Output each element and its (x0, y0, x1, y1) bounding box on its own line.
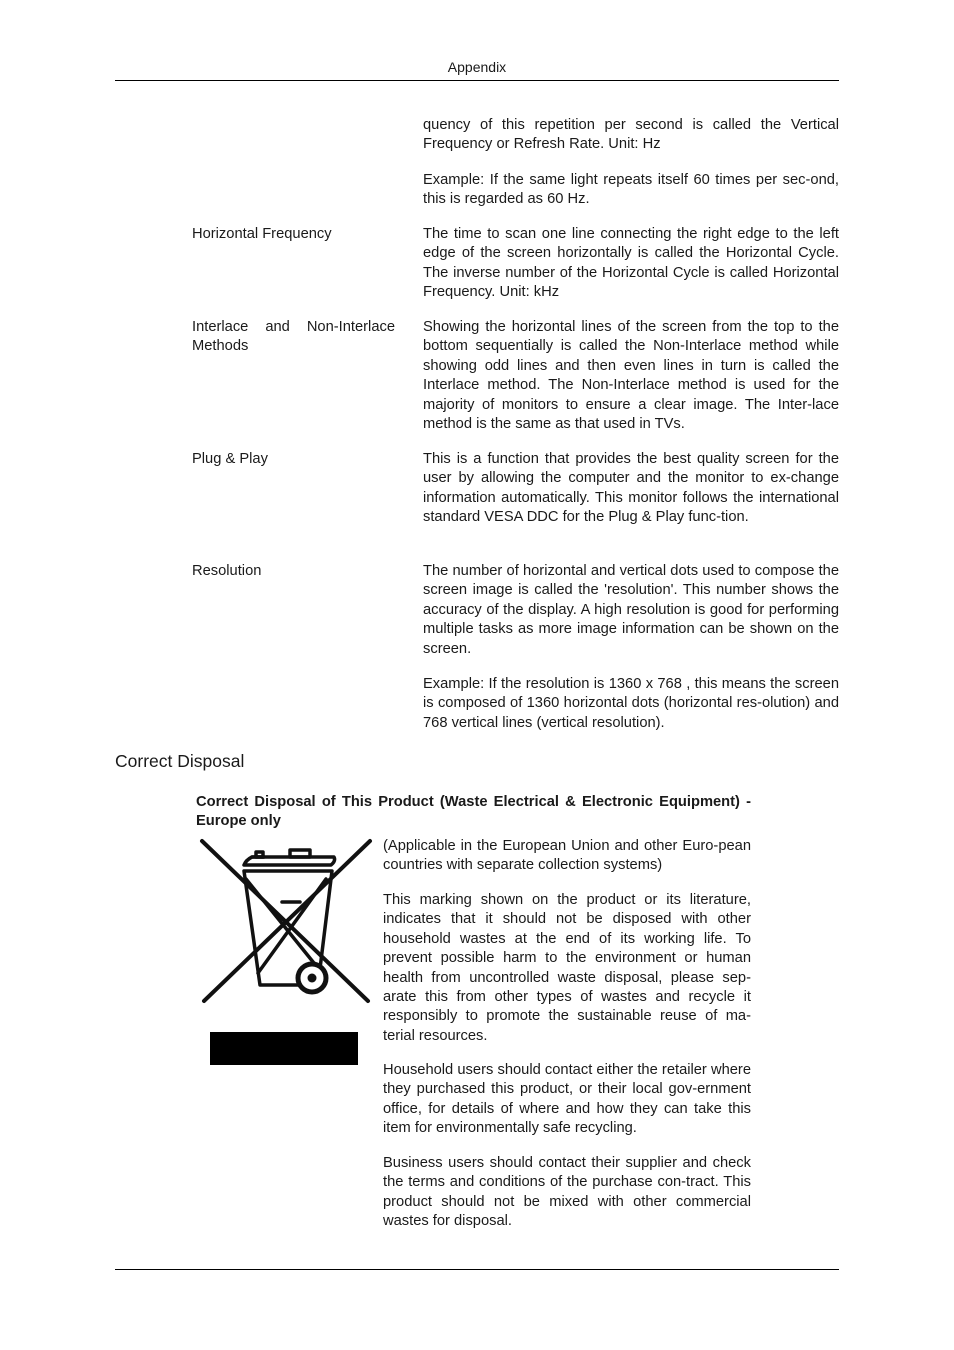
section-title-correct-disposal: Correct Disposal (115, 751, 245, 771)
weee-household-users: Household users should contact either the retailer where they purchased this product, or their local gov-ernment office, for details of where and how they can take this item for environmentally safe recycling. (383, 1062, 751, 1137)
term-horizontal-frequency: Horizontal Frequency (192, 226, 332, 242)
weee-marking-explanation: This marking shown on the product or its literature, indicates that it should not be disposed with other household wastes at the end of its working life. To prevent possible harm to the environment or human health from uncontrolled waste disposal, please sep-arate this from other types of wastes and recycle it responsibly to promote the sustainable reuse of ma-terial resources. (383, 892, 751, 1044)
vertical-frequency-definition-continued: quency of this repetition per second is called the Vertical Frequency or Refresh Rate. Unit: Hz (423, 117, 839, 153)
term-resolution: Resolution (192, 563, 262, 579)
definition-plug-and-play: This is a function that provides the best quality screen for the user by allowing the computer and the monitor to ex-change information automatically. This monitor follows the international standard VESA DDC for the Plug & Play func-tion. (423, 451, 839, 526)
term-plug-and-play: Plug & Play (192, 451, 268, 467)
resolution-example: Example: If the resolution is 1360 x 768 , this means the screen is composed of 1360 horizontal dots (horizontal res-olution) and 768 vertical lines (vertical resolution). (423, 676, 839, 731)
weee-business-users: Business users should contact their supplier and check the terms and conditions of the purchase con-tract. This product should not be mixed with other commercial wastes for disposal. (383, 1155, 751, 1230)
definition-horizontal-frequency: The time to scan one line connecting the right edge to the left edge of the screen horizontally is called the Horizontal Cycle. The inverse number of the Horizontal Cycle is called Horizontal Frequency. Unit: kHz (423, 226, 839, 301)
weee-applicability-note: (Applicable in the European Union and other Euro-pean countries with separate collection systems) (383, 838, 751, 874)
weee-heading: Correct Disposal of This Product (Waste Electrical & Electronic Equipment) - Europe only (196, 794, 751, 830)
definition-interlace-methods: Showing the horizontal lines of the screen from the top to the bottom sequentially is called the Non-Interlace method while showing odd lines and then even lines in turn is called the Interlace method. The Non-Interlace method is used for the majority of monitors to ensure a clear image. The Inter-lace method is the same as that used in TVs. (423, 319, 839, 433)
crossed-out-wheelie-bin-icon (198, 835, 374, 1070)
footer-divider (115, 1269, 839, 1270)
page-header-title: Appendix (447, 59, 507, 75)
term-interlace-methods: Interlace and Non-Interlace Methods (192, 319, 395, 355)
vertical-frequency-example: Example: If the same light repeats itself 60 times per sec-ond, this is regarded as 60 Hz. (423, 172, 839, 208)
definition-resolution: The number of horizontal and vertical dots used to compose the screen image is called the 'resolution'. This number shows the accuracy of the display. A high resolution is good for performing multiple tasks as more image information can be shown on the screen. (423, 563, 839, 657)
header-divider (115, 80, 839, 81)
